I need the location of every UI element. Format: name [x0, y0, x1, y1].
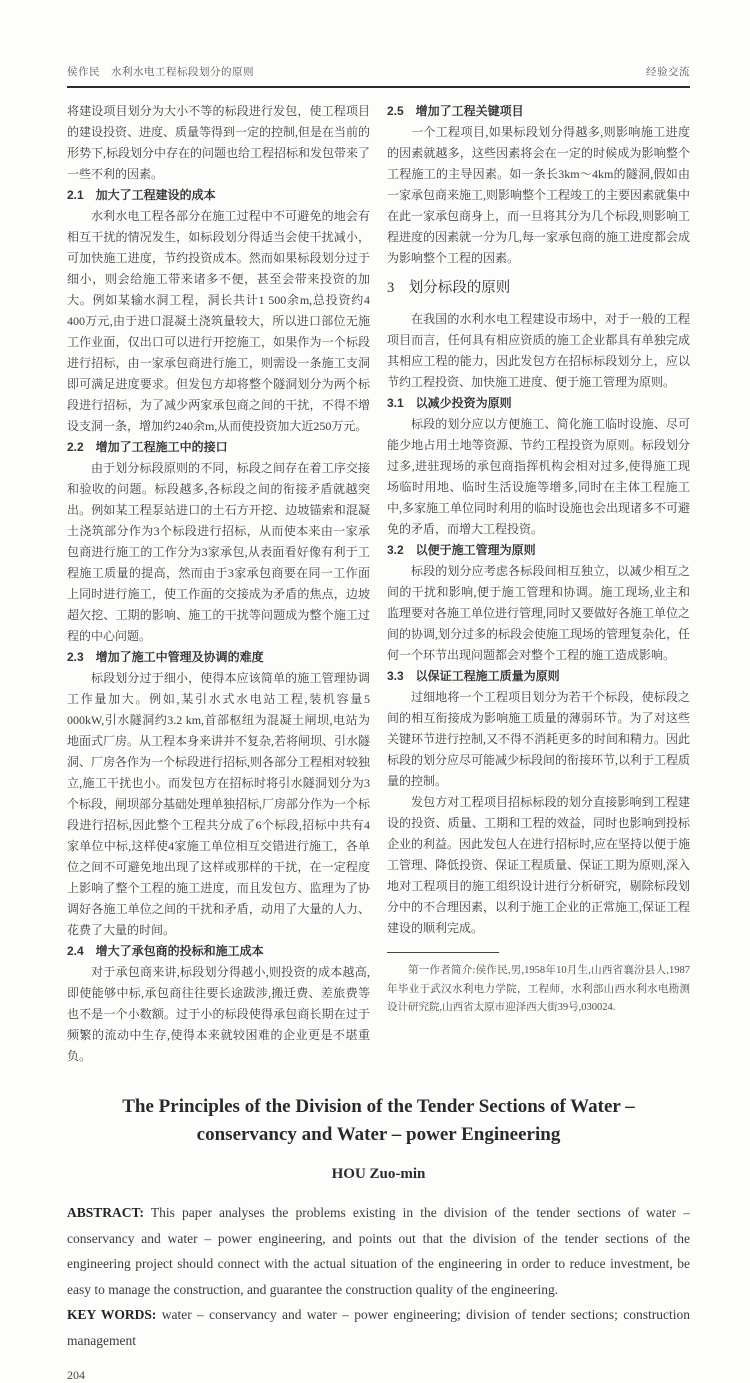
english-author: HOU Zuo-min — [331, 1166, 426, 1182]
paragraph-2-4: 对于承包商来讲,标段划分得越小,则投资的成本越高,即使能够中标,承包商往往要长途跋涉,搬迁费、差旅费等也不是一个小数额。过于小的标段使得承包商长期在过于频繁的流动中生存,使得本来就较困难的企业更是不堪重负。 — [67, 965, 370, 1063]
left-column — [67, 101, 370, 1067]
abstract-paragraph — [67, 1200, 690, 1302]
paragraph-2-2: 由于划分标段原则的不同，标段之间存在着工序交接和验收的问题。标段越多,各标段之间的衔接矛盾就越突出。例如某工程泵站进口的土石方开挖、边坡锚索和混凝土浇筑部分作为3个标段进行招标，从而使本来由一家承包商进行施工的工作分为3家承包,从表面看好像有利于工程施工质量的提高，然而由于3家承包商要在同一工作面上同时进行施工，使工作面的交接成为矛盾的焦点，边坡超欠挖、工期的影响、施工的干扰等问题成为整个施工过程的中心问题。 — [67, 461, 370, 643]
author-bio: 第一作者简介:侯作民,男,1958年10月生,山西省襄汾县人,1987年毕业于武汉水利电力学院，工程师，水利部山西水利水电勘测设计研究院,山西省太原市迎泽西大街39号,030024. — [387, 965, 690, 1013]
paragraph-2-5: 一个工程项目,如果标段划分得越多,则影响施工进度的因素就越多，这些因素将会在一定的时候成为影响整个工程施工的主导因素。如一条长3km～4km的隧洞,假如由一家承包商来施工,则影响整个工程竣工的主要因素就集中在此一家承包商身上，而一旦将其分为几个标段,则影响工程进度的因素就一分为几,每一家承包商的施工进度都会成为影响整个工程的因素。 — [387, 125, 691, 265]
subsection-heading-2-2: 2.2 增加了工程施工中的接口 — [67, 440, 228, 454]
paragraph-continued: 将建设项目划分为大小不等的标段进行发包，使工程项目的建设投资、进度、质量等得到一定的控制,但是在当前的形势下,标段划分中存在的问题也给工程招标和发包带来了一些不利的因素。 — [67, 104, 371, 181]
column-label: 经验交流 — [646, 67, 690, 78]
subsection-heading-3-3: 3.3 以保证工程施工质量为原则 — [387, 669, 560, 683]
abstract-label: ABSTRACT: — [67, 1205, 145, 1220]
subsection-heading-2-4: 2.4 增大了承包商的投标和施工成本 — [67, 944, 264, 958]
paragraph-3-intro: 在我国的水利水电工程建设市场中，对于一般的工程项目而言，任何具有相应资质的施工企业都具有单独完成其相应工程的能力，因此发包方在招标标段划分上，应以节约工程投资、加快施工进度、便于施工管理为原则。 — [387, 312, 690, 389]
subsection-heading-3-2: 3.2 以便于施工管理为原则 — [387, 543, 536, 557]
right-column — [387, 101, 690, 1067]
keywords-label: KEY WORDS: — [67, 1307, 157, 1322]
bio-divider — [387, 952, 499, 953]
paragraph-2-1: 水利水电工程各部分在施工过程中不可避免的地会有相互干扰的情况发生，如标段划分得适当会使干扰减小，可加快施工进度，节约投资成本。然而如果标段划分过于细小，则会给施工带来诸多不便，甚至会带来投资的加大。例如某输水洞工程，洞长共计1 500余m,总投资约4 400万元,由于进口混凝土浇筑量较大，所以进口部位无施工作业面，仅出口可以进行开挖施工，如果作为一个标段进行招标，由一家承包商进行施工，则需设一条施工支洞即可满足进度要求。但发包方却将整个隧洞划分为两个标段进行招标，为了减少两家承包商之间的干扰，不得不增设支洞一条，增加约240余m,从而使投资加大近250万元。 — [67, 209, 370, 433]
paragraph-2-3: 标段划分过于细小，使得本应该简单的施工管理协调工作量加大。例如,某引水式水电站工程,装机容量5 000kW,引水隧洞约3.2 km,首部枢纽为混凝土闸坝,电站为地面式厂房。从工程本身来讲并不复杂,若将闸坝、引水隧洞、厂房各作为一个标段进行招标,则各部分工程相对较独立,施工干扰也小。而发包方在招标时将引水隧洞划分为3个标段，闸坝部分基础处理单独招标,厂房部分作为一个标段进行招标,因此整个工程共分成了6个标段,招标中共有4家单位中标,这样使4家施工单位相互交错进行施工，各单位之间不可避免地出现了这样或那样的干扰，在一定程度上影响了整个工程的施工进度，而且发包方、监理为了协调好各施工单位之间的干扰和矛盾，动用了大量的人力、花费了大量的时间。 — [67, 671, 371, 937]
page-header — [67, 64, 690, 88]
subsection-heading-2-1: 2.1 加大了工程建设的成本 — [67, 188, 216, 202]
english-section — [67, 1093, 690, 1353]
page-number: 204 — [67, 1368, 85, 1382]
paragraph-3-3: 过细地将一个工程项目划分为若干个标段，使标段之间的相互衔接成为影响施工质量的薄弱环节。为了对这些关键环节进行控制,又不得不消耗更多的时间和精力。因此标段的划分应尽可能减少标段间的衔接环节,以利于工程质量的控制。 — [387, 690, 691, 788]
subsection-heading-2-3: 2.3 增加了施工中管理及协调的难度 — [67, 650, 264, 664]
english-title: The Principles of the Division of the Tender Sections of Water – conservancy and Water – power Engineering — [122, 1096, 635, 1145]
keywords-paragraph — [67, 1302, 690, 1353]
subsection-heading-3-1: 3.1 以减少投资为原则 — [387, 396, 512, 410]
body-columns — [67, 101, 690, 1067]
paragraph-conclusion: 发包方对工程项目招标标段的划分直接影响到工程建设的投资、质量、工期和工程的效益，同时也影响到投标企业的利益。因此发包人在进行招标时,应在坚持以便于施工管理、降低投资、保证工程质量、保证工期为原则,深入地对工程项目的施工组织设计进行分析研究，剔除标段划分中的不合理因素，以利于施工企业的正常施工,保证工程建设的顺利完成。 — [387, 795, 691, 935]
section-heading-3: 3 划分标段的原则 — [387, 280, 511, 296]
subsection-heading-2-5: 2.5 增加了工程关键项目 — [387, 104, 524, 118]
keywords-text: water – conservancy and water – power engineering; division of tender sections; construction management — [67, 1307, 691, 1348]
paragraph-3-2: 标段的划分应考虑各标段间相互独立，以减少相互之间的干扰和影响,便于施工管理和协调。施工现场,业主和监理要对各施工单位进行管理,同时又要做好各施工单位之间的协调,划分过多的标段会使施工现场的管理复杂化，任何一个环节出现问题都会对整个工程的施工造成影响。 — [387, 564, 691, 662]
paragraph-3-1: 标段的划分应以方便施工、简化施工临时设施、尽可能少地占用土地等资源、节约工程投资为原则。标段划分过多,进驻现场的承包商指挥机构会相对过多,使得施工现场临时用地、临时生活设施等增多,同时在主体工程施工中,多家施工单位同时利用的临时设施也会出现诸多不可避免的矛盾，而增大工程投资。 — [387, 417, 691, 536]
abstract-text: This paper analyses the problems existing in the division of the tender sections of water – conservancy and water – power engineering, and points out that the division of the tender sections of the engineering project should connect with the actual situation of the engineering in order to reduce investment, be easy to manage the construction, and guarantee the construction quality of the engineering. — [67, 1205, 690, 1297]
running-title: 侯作民 水利水电工程标段划分的原则 — [67, 67, 254, 78]
